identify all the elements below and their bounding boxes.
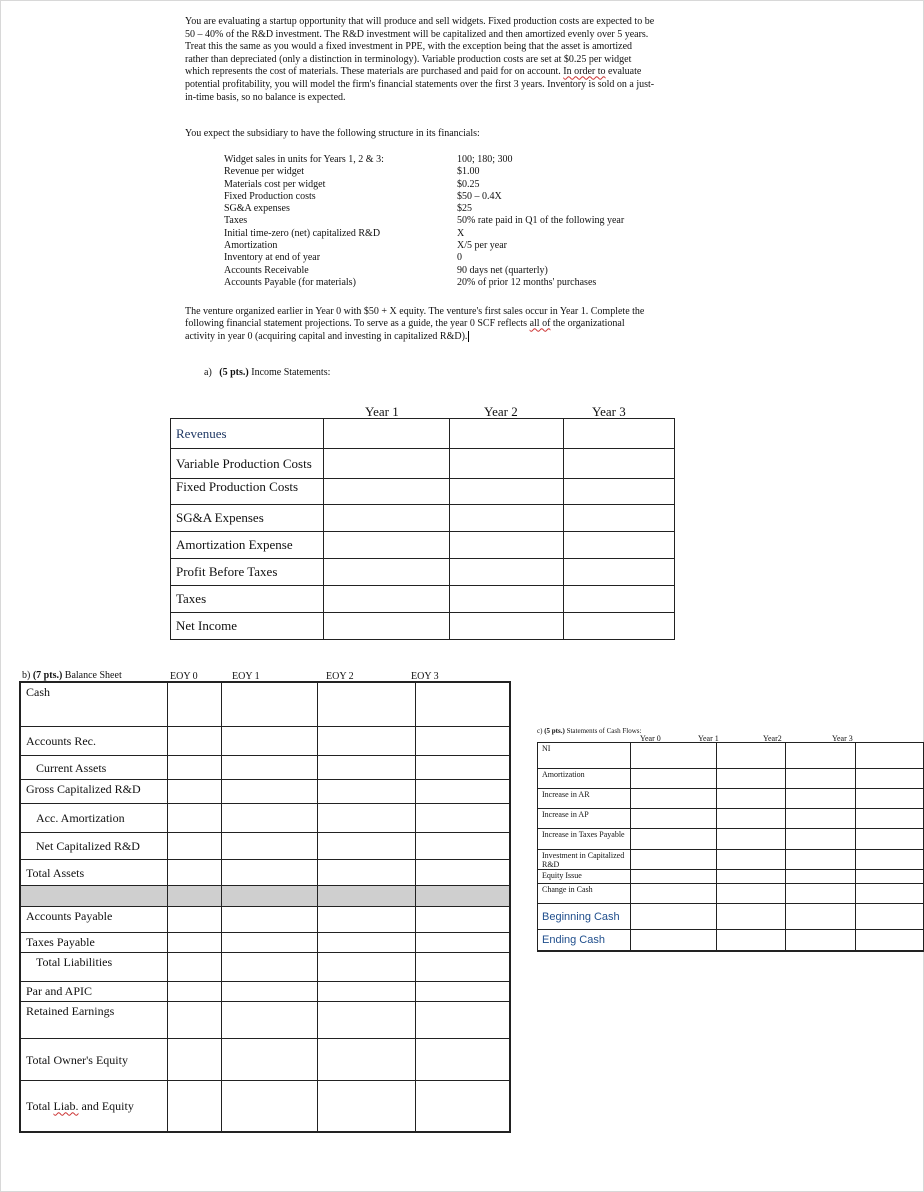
- row-label-change-cash: Change in Cash: [538, 884, 631, 904]
- input-cell[interactable]: [786, 904, 856, 930]
- input-cell[interactable]: [324, 613, 450, 640]
- table-row: [171, 419, 675, 449]
- input-cell[interactable]: [564, 559, 675, 586]
- input-cell[interactable]: [324, 419, 450, 449]
- cf-col-year1: Year 1: [698, 734, 719, 743]
- input-cell[interactable]: [631, 904, 717, 930]
- parameter-value: $50 – 0.4X: [457, 190, 502, 202]
- input-cell[interactable]: [168, 832, 222, 859]
- income-col-year1: Year 1: [365, 404, 399, 419]
- input-cell[interactable]: [318, 859, 416, 885]
- flagged-phrase: In order to: [563, 66, 606, 78]
- text-cursor: [468, 331, 469, 342]
- input-cell[interactable]: [318, 779, 416, 803]
- row-label-ni: NI: [538, 743, 631, 769]
- input-cell[interactable]: [416, 726, 511, 755]
- input-cell[interactable]: [856, 769, 924, 789]
- input-cell[interactable]: [856, 789, 924, 809]
- parameter-label: Accounts Receivable: [224, 264, 309, 276]
- input-cell[interactable]: [717, 904, 786, 930]
- bs-col-eoy2: EOY 2: [326, 671, 354, 682]
- row-label-net-rd: Net Capitalized R&D: [20, 832, 168, 859]
- input-cell[interactable]: [564, 419, 675, 449]
- parameter-value: 100; 180; 300: [457, 154, 513, 165]
- row-label-cash: Cash: [20, 682, 168, 726]
- input-cell[interactable]: [450, 505, 564, 532]
- input-cell[interactable]: [222, 1001, 318, 1038]
- input-cell[interactable]: [450, 419, 564, 449]
- flagged-phrase: all of: [529, 318, 551, 330]
- input-cell[interactable]: [450, 586, 564, 613]
- input-cell[interactable]: [856, 743, 924, 769]
- input-cell[interactable]: [318, 726, 416, 755]
- input-cell[interactable]: [222, 859, 318, 885]
- table-row: [171, 479, 675, 505]
- parameter-label: Materials cost per widget: [224, 178, 326, 190]
- table-row: [538, 769, 924, 789]
- input-cell[interactable]: [416, 1038, 511, 1080]
- input-cell[interactable]: [222, 952, 318, 981]
- input-cell[interactable]: [168, 932, 222, 952]
- input-cell[interactable]: [416, 803, 511, 832]
- input-cell[interactable]: [318, 981, 416, 1001]
- input-cell[interactable]: [450, 479, 564, 505]
- input-cell[interactable]: [416, 1001, 511, 1038]
- input-cell[interactable]: [416, 832, 511, 859]
- input-cell[interactable]: [318, 832, 416, 859]
- row-label-variable-costs: Variable Production Costs: [171, 449, 324, 479]
- parameter-row: [224, 154, 624, 166]
- input-cell[interactable]: [222, 755, 318, 779]
- row-label-investment-rd: Investment in Capitalized R&D: [538, 850, 631, 870]
- input-cell[interactable]: [222, 726, 318, 755]
- input-cell[interactable]: [416, 682, 511, 726]
- input-cell[interactable]: [856, 884, 924, 904]
- table-row: [20, 682, 510, 726]
- input-cell[interactable]: [222, 1038, 318, 1080]
- parameter-label: Accounts Payable (for materials): [224, 276, 356, 288]
- separator-cell: [168, 885, 222, 906]
- table-row: [538, 930, 924, 951]
- row-label-par-apic: Par and APIC: [20, 981, 168, 1001]
- separator-cell: [222, 885, 318, 906]
- input-cell[interactable]: [318, 906, 416, 932]
- input-cell[interactable]: [168, 1001, 222, 1038]
- input-cell[interactable]: [416, 906, 511, 932]
- input-cell[interactable]: [324, 479, 450, 505]
- input-cell[interactable]: [222, 832, 318, 859]
- table-row: [538, 743, 924, 769]
- input-cell[interactable]: [717, 769, 786, 789]
- table-row: [538, 789, 924, 809]
- cashflow-table: [537, 742, 924, 952]
- parameter-row: [224, 203, 624, 215]
- input-cell[interactable]: [786, 789, 856, 809]
- row-label-total-assets: Total Assets: [20, 859, 168, 885]
- parameter-value: X/5 per year: [457, 240, 507, 252]
- input-cell[interactable]: [168, 779, 222, 803]
- structure-intro: You expect the subsidiary to have the following structure in its financials:: [185, 128, 480, 139]
- input-cell[interactable]: [631, 850, 717, 870]
- table-row: [20, 932, 510, 952]
- input-cell[interactable]: [786, 884, 856, 904]
- input-cell[interactable]: [631, 930, 717, 951]
- table-row: [171, 532, 675, 559]
- flagged-phrase: Liab.: [53, 1099, 79, 1114]
- row-label-pbt: Profit Before Taxes: [171, 559, 324, 586]
- input-cell[interactable]: [786, 809, 856, 829]
- input-cell[interactable]: [222, 803, 318, 832]
- row-label-taxes: Taxes: [171, 586, 324, 613]
- input-cell[interactable]: [717, 789, 786, 809]
- parameter-row: [224, 179, 624, 191]
- input-cell[interactable]: [324, 586, 450, 613]
- input-cell[interactable]: [318, 803, 416, 832]
- row-label-total-liabilities: Total Liabilities: [20, 952, 168, 981]
- parameter-row: [224, 191, 624, 203]
- parameter-row: [224, 215, 624, 227]
- row-label-ap: Accounts Payable: [20, 906, 168, 932]
- input-cell[interactable]: [856, 904, 924, 930]
- table-row: [20, 832, 510, 859]
- input-cell[interactable]: [717, 884, 786, 904]
- table-row: [538, 884, 924, 904]
- parameter-label: Inventory at end of year: [224, 252, 321, 264]
- cf-col-year3: Year 3: [832, 734, 853, 743]
- parameter-value: 50% rate paid in Q1 of the following year: [457, 215, 625, 227]
- row-label-sga: SG&A Expenses: [171, 505, 324, 532]
- parameters-list: [224, 154, 624, 289]
- input-cell[interactable]: [717, 930, 786, 951]
- separator-cell: [318, 885, 416, 906]
- input-cell[interactable]: [564, 586, 675, 613]
- parameter-row: [224, 166, 624, 178]
- income-col-year2: Year 2: [484, 404, 518, 419]
- row-label-fixed-costs: Fixed Production Costs: [171, 479, 324, 505]
- parameter-label: Amortization: [224, 240, 278, 252]
- table-row: [171, 449, 675, 479]
- table-row: [20, 906, 510, 932]
- input-cell[interactable]: [786, 829, 856, 850]
- parameter-row: [224, 228, 624, 240]
- input-cell[interactable]: [318, 952, 416, 981]
- table-row: [20, 726, 510, 755]
- input-cell[interactable]: [856, 809, 924, 829]
- input-cell[interactable]: [717, 829, 786, 850]
- input-cell[interactable]: [168, 1080, 222, 1132]
- input-cell[interactable]: [416, 859, 511, 885]
- input-cell[interactable]: [168, 1038, 222, 1080]
- input-cell[interactable]: [564, 479, 675, 505]
- row-label-ending-cash: Ending Cash: [538, 930, 631, 951]
- parameter-label: Taxes: [224, 215, 248, 227]
- input-cell[interactable]: [324, 505, 450, 532]
- row-label-current-assets: Current Assets: [20, 755, 168, 779]
- table-row: [171, 559, 675, 586]
- table-row: [171, 613, 675, 640]
- table-row: [538, 904, 924, 930]
- row-label-gross-rd: Gross Capitalized R&D: [20, 779, 168, 803]
- row-label-net-income: Net Income: [171, 613, 324, 640]
- input-cell[interactable]: [168, 952, 222, 981]
- row-label-acc-amortization: Acc. Amortization: [20, 803, 168, 832]
- input-cell[interactable]: [786, 769, 856, 789]
- bs-col-eoy3: EOY 3: [411, 671, 439, 682]
- parameter-value: $25: [457, 203, 472, 215]
- input-cell[interactable]: [631, 769, 717, 789]
- parameter-row: [224, 240, 624, 252]
- input-cell[interactable]: [631, 870, 717, 884]
- input-cell[interactable]: [324, 559, 450, 586]
- parameter-value: $0.25: [457, 178, 480, 190]
- input-cell[interactable]: [416, 779, 511, 803]
- bs-col-eoy0: EOY 0: [170, 671, 198, 682]
- input-cell[interactable]: [222, 981, 318, 1001]
- cf-col-year0: Year 0: [640, 734, 661, 743]
- row-label-amortization: Amortization Expense: [171, 532, 324, 559]
- input-cell[interactable]: [631, 743, 717, 769]
- parameter-value: X: [457, 227, 465, 239]
- input-cell[interactable]: [222, 682, 318, 726]
- input-cell[interactable]: [318, 1001, 416, 1038]
- input-cell[interactable]: [631, 829, 717, 850]
- parameter-label: SG&A expenses: [224, 203, 290, 215]
- input-cell[interactable]: [631, 884, 717, 904]
- row-label-total-oe: Total Owner's Equity: [20, 1038, 168, 1080]
- parameter-label: Fixed Production costs: [224, 190, 316, 202]
- input-cell[interactable]: [786, 850, 856, 870]
- table-row: [171, 586, 675, 613]
- balance-sheet-table: [19, 681, 511, 1133]
- parameter-label: Revenue per widget: [224, 166, 304, 178]
- row-label-ar: Accounts Rec.: [20, 726, 168, 755]
- parameter-row: [224, 265, 624, 277]
- input-cell[interactable]: [564, 613, 675, 640]
- table-row: [538, 870, 924, 884]
- input-cell[interactable]: [786, 870, 856, 884]
- input-cell[interactable]: [416, 1080, 511, 1132]
- input-cell[interactable]: [717, 743, 786, 769]
- table-row: [20, 755, 510, 779]
- bs-col-eoy1: EOY 1: [232, 671, 260, 682]
- input-cell[interactable]: [717, 870, 786, 884]
- input-cell[interactable]: [222, 906, 318, 932]
- input-cell[interactable]: [717, 850, 786, 870]
- input-cell[interactable]: [318, 755, 416, 779]
- input-cell[interactable]: [856, 829, 924, 850]
- input-cell[interactable]: [416, 981, 511, 1001]
- row-label-total-le: Total Liab. and Equity: [20, 1080, 168, 1132]
- income-statement-table: [170, 418, 675, 640]
- row-label-increase-ap: Increase in AP: [538, 809, 631, 829]
- table-row: [20, 1038, 510, 1080]
- table-row: [20, 803, 510, 832]
- input-cell[interactable]: [564, 532, 675, 559]
- input-cell[interactable]: [416, 755, 511, 779]
- table-row: [20, 859, 510, 885]
- input-cell[interactable]: [450, 449, 564, 479]
- table-row: [20, 1080, 510, 1132]
- separator-cell: [416, 885, 511, 906]
- table-row: [20, 981, 510, 1001]
- input-cell[interactable]: [856, 850, 924, 870]
- row-label-revenues: Revenues: [171, 419, 324, 449]
- parameter-row: [224, 277, 624, 289]
- input-cell[interactable]: [324, 532, 450, 559]
- input-cell[interactable]: [168, 906, 222, 932]
- input-cell[interactable]: [318, 1038, 416, 1080]
- table-row: [20, 779, 510, 803]
- parameter-value: $1.00: [457, 166, 480, 178]
- table-row-separator: [20, 885, 510, 906]
- closing-paragraph: The venture organized earlier in Year 0 with $50 + X equity. The venture's first sales occur in Year 1. Complete the following financial statement projections. To serve as a guide, the year 0 SCF reflects all of the organizational activity in year 0 (acquiring capital and investing in capitalized R&D).: [185, 306, 645, 342]
- input-cell[interactable]: [222, 1080, 318, 1132]
- input-cell[interactable]: [168, 755, 222, 779]
- input-cell[interactable]: [786, 743, 856, 769]
- table-row: [538, 829, 924, 850]
- row-label-beginning-cash: Beginning Cash: [538, 904, 631, 930]
- table-row: [171, 505, 675, 532]
- input-cell[interactable]: [318, 932, 416, 952]
- input-cell[interactable]: [168, 682, 222, 726]
- input-cell[interactable]: [324, 449, 450, 479]
- balance-section-title: b) (7 pts.) Balance Sheet: [22, 670, 122, 681]
- table-row: [538, 809, 924, 829]
- input-cell[interactable]: [631, 809, 717, 829]
- input-cell[interactable]: [416, 932, 511, 952]
- row-label-taxes-payable: Taxes Payable: [20, 932, 168, 952]
- input-cell[interactable]: [168, 981, 222, 1001]
- table-row: [20, 952, 510, 981]
- parameter-value: 0: [457, 252, 462, 264]
- input-cell[interactable]: [450, 532, 564, 559]
- input-cell[interactable]: [564, 505, 675, 532]
- separator-cell: [20, 885, 168, 906]
- row-label-amortization: Amortization: [538, 769, 631, 789]
- parameter-row: [224, 252, 624, 264]
- parameter-label: Initial time-zero (net) capitalized R&D: [224, 227, 381, 239]
- row-label-equity-issue: Equity Issue: [538, 870, 631, 884]
- input-cell[interactable]: [856, 930, 924, 951]
- input-cell[interactable]: [856, 870, 924, 884]
- row-label-increase-ar: Increase in AR: [538, 789, 631, 809]
- parameter-label: Widget sales in units for Years 1, 2 & 3:: [224, 154, 384, 165]
- cf-col-year2: Year2: [763, 734, 782, 743]
- row-label-increase-taxes: Increase in Taxes Payable: [538, 829, 631, 850]
- input-cell[interactable]: [416, 952, 511, 981]
- input-cell[interactable]: [168, 859, 222, 885]
- input-cell[interactable]: [318, 682, 416, 726]
- table-row: [20, 1001, 510, 1038]
- income-col-year3: Year 3: [592, 404, 626, 419]
- input-cell[interactable]: [318, 1080, 416, 1132]
- input-cell[interactable]: [222, 779, 318, 803]
- cashflow-section-title: c) (5 pts.) Statements of Cash Flows:: [537, 727, 642, 735]
- parameter-value: 90 days net (quarterly): [457, 264, 548, 276]
- input-cell[interactable]: [631, 789, 717, 809]
- input-cell[interactable]: [786, 930, 856, 951]
- input-cell[interactable]: [717, 809, 786, 829]
- input-cell[interactable]: [564, 449, 675, 479]
- parameter-value: 20% of prior 12 months' purchases: [457, 276, 597, 288]
- table-row: [538, 850, 924, 870]
- row-label-retained-earnings: Retained Earnings: [20, 1001, 168, 1038]
- input-cell[interactable]: [222, 932, 318, 952]
- input-cell[interactable]: [450, 613, 564, 640]
- input-cell[interactable]: [168, 726, 222, 755]
- input-cell[interactable]: [168, 803, 222, 832]
- income-section-title: a) (5 pts.) Income Statements:: [204, 367, 331, 378]
- intro-paragraph: You are evaluating a startup opportunity that will produce and sell widgets. Fixed production costs are expected to be 50 – 40% of the R&D investment. The R&D investment will be capitalized and then amortized evenly over 5 years. Treat this the same as you would a fixed investment in PPE, with the exception being that the asset is amortized rather than depreciated (only a distinction in terminology). Variable production costs are set at $0.25 per widget which represents the cost of materials. These materials are purchased and paid for on account. In order to evaluate potential profitability, you will model the firm's financial statements over the first 3 years. Inventory is sold on a just-in-time basis, so no balance is expected.: [185, 16, 655, 103]
- input-cell[interactable]: [450, 559, 564, 586]
